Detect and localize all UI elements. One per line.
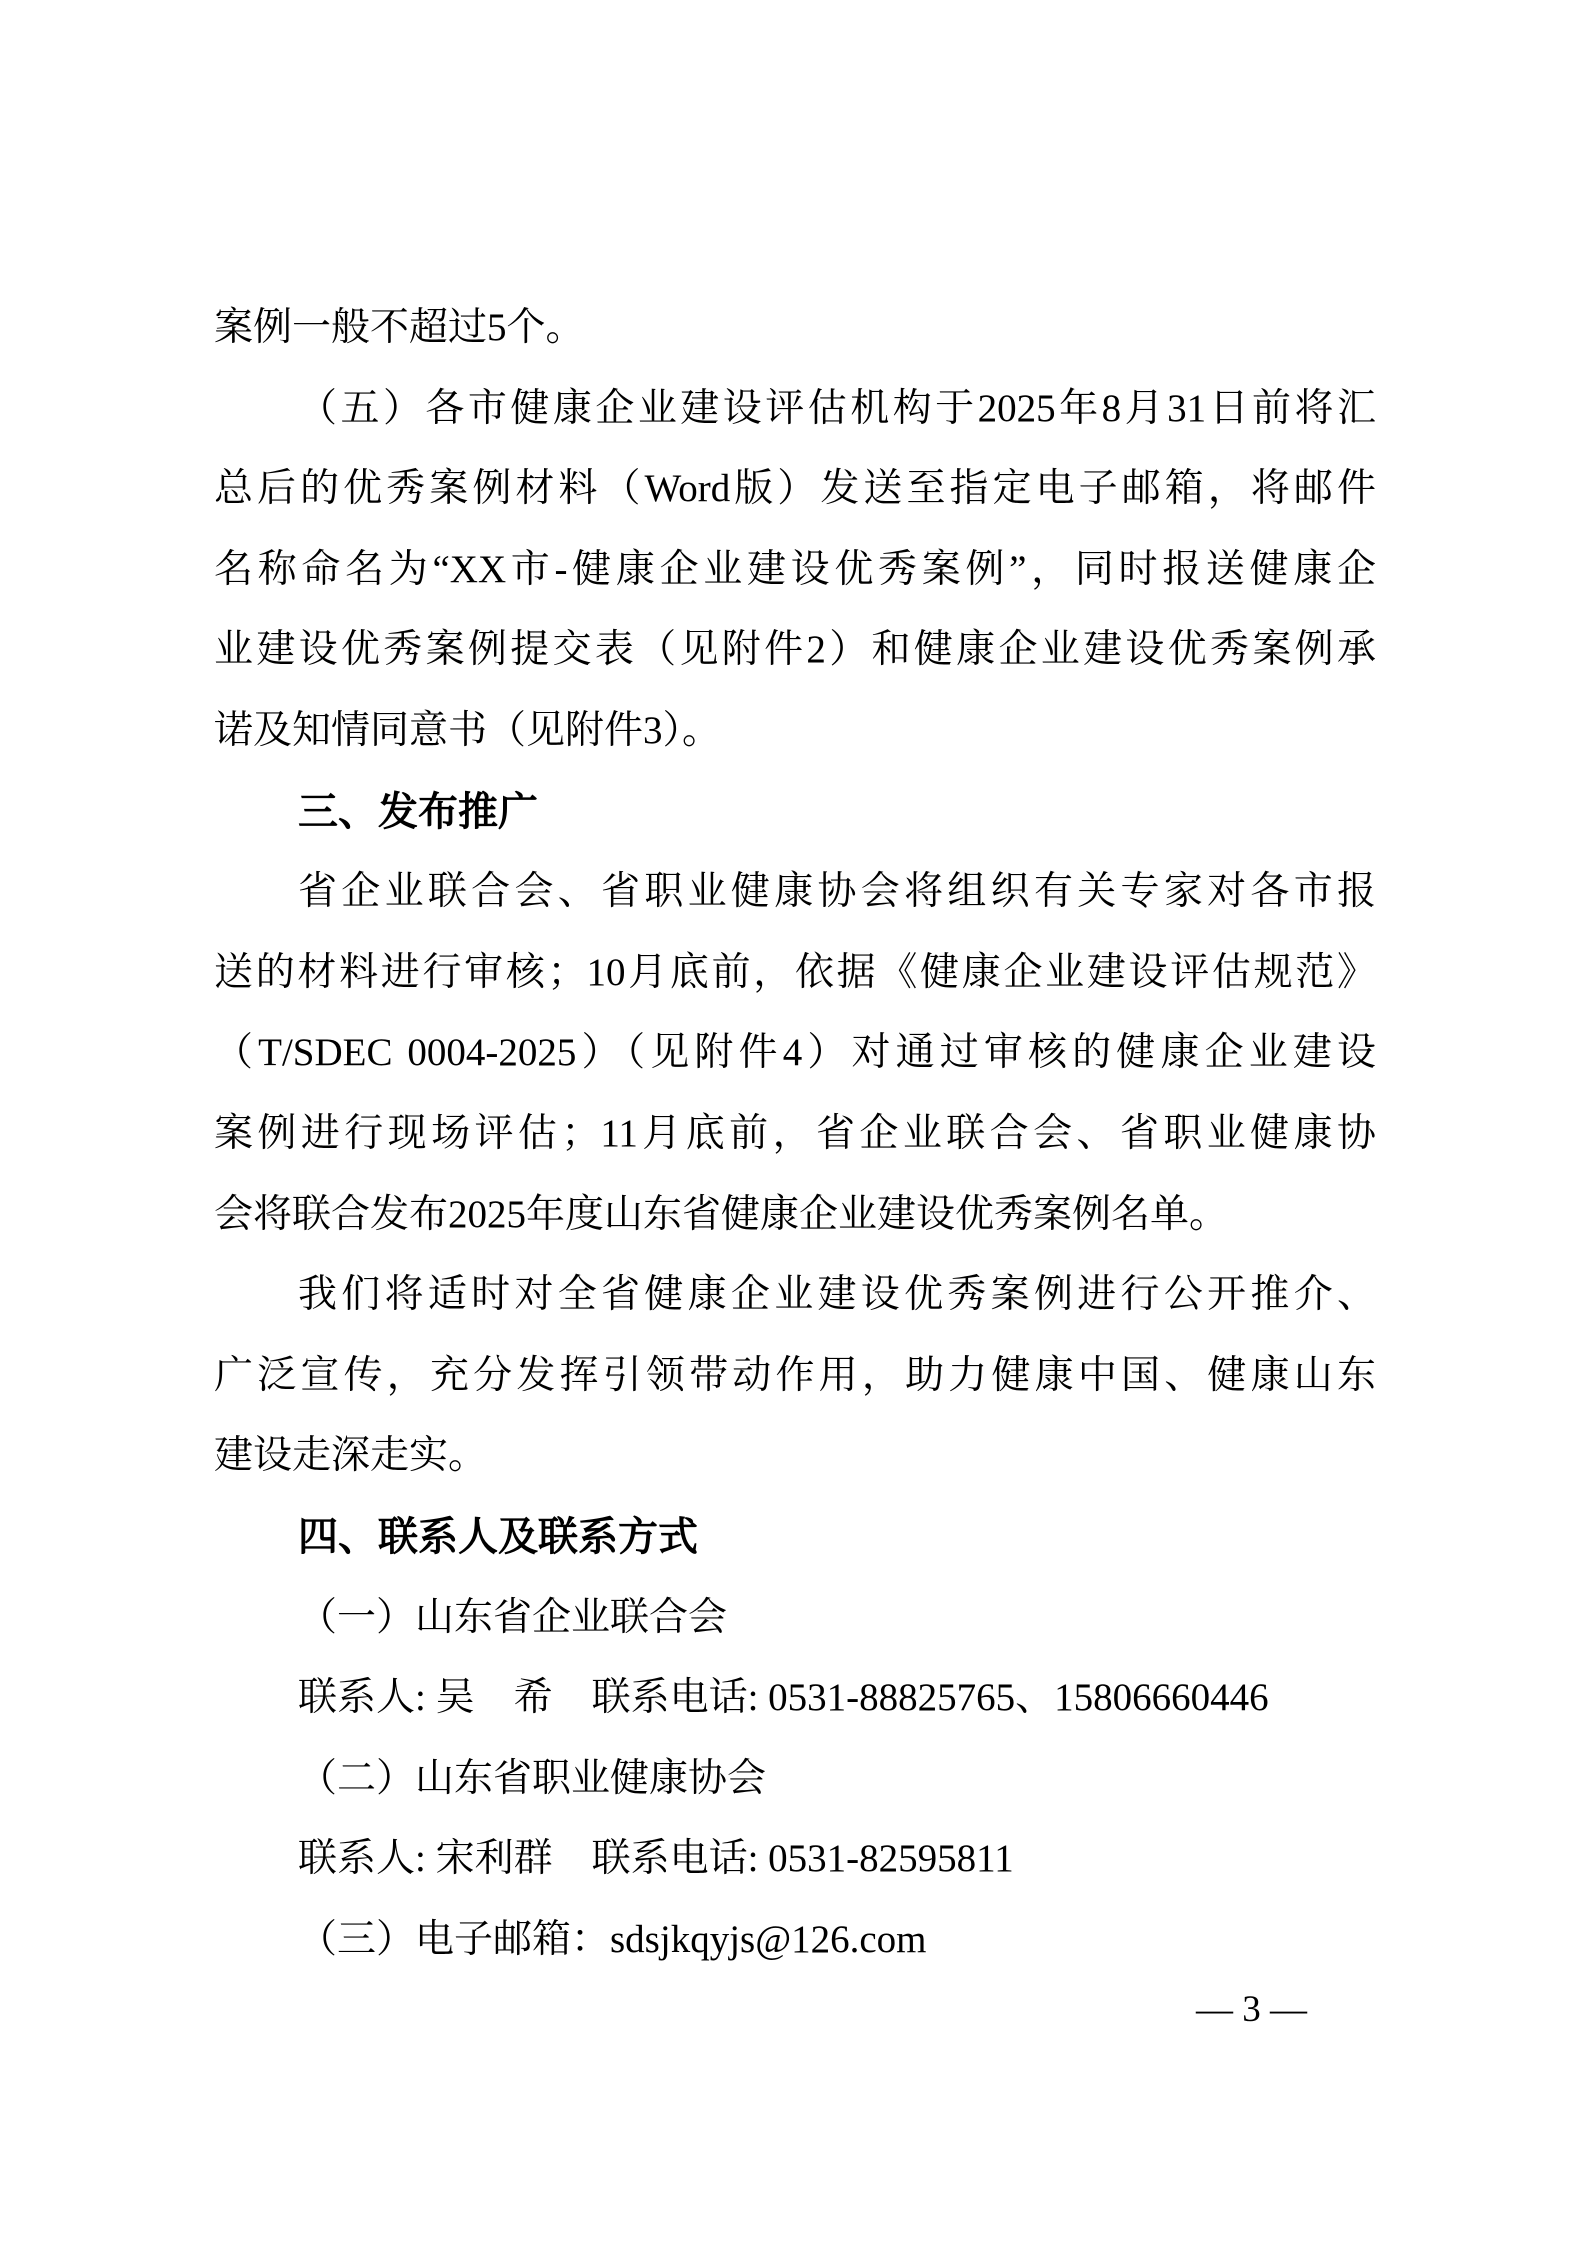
doc-line: 案例进行现场评估；11月底前，省企业联合会、省职业健康协	[214, 1111, 1376, 1155]
doc-line: 业建设优秀案例提交表（见附件2）和健康企业建设优秀案例承	[214, 628, 1376, 672]
contact-org-line: （一）山东省企业联合会	[298, 1595, 728, 1639]
contact-email-line: （三）电子邮箱：sdsjkqyjs@126.com	[298, 1917, 927, 1961]
doc-line: 总后的优秀案例材料（Word版）发送至指定电子邮箱，将邮件	[214, 467, 1376, 511]
doc-line: 广泛宣传，充分发挥引领带动作用，助力健康中国、健康山东	[214, 1353, 1376, 1397]
contact-org-line: （二）山东省职业健康协会	[298, 1756, 767, 1800]
page-number: — 3 —	[1196, 1989, 1307, 2030]
doc-line: （五）各市健康企业建设评估机构于2025年8月31日前将汇	[298, 386, 1376, 430]
contact-person-phone-line: 联系人: 吴 希 联系电话: 0531-88825765、15806660446	[298, 1676, 1269, 1720]
section-heading-publish-promote: 三、发布推广	[298, 789, 538, 834]
contact-person-phone-line: 联系人: 宋利群 联系电话: 0531-82595811	[298, 1837, 1014, 1881]
document-body	[214, 288, 1376, 1980]
doc-line: 诺及知情同意书（见附件3）。	[214, 708, 722, 752]
doc-line: 会将联合发布2025年度山东省健康企业建设优秀案例名单。	[214, 1192, 1229, 1236]
doc-line: 省企业联合会、省职业健康协会将组织有关专家对各市报	[298, 870, 1376, 914]
doc-line: 建设走深走实。	[214, 1434, 488, 1478]
doc-line: 案例一般不超过5个。	[214, 306, 585, 349]
section-heading-contacts: 四、联系人及联系方式	[298, 1514, 698, 1559]
doc-line: 送的材料进行审核；10月底前，依据《健康企业建设评估规范》	[214, 950, 1376, 994]
doc-line: （T/SDEC 0004-2025）（见附件4）对通过审核的健康企业建设	[214, 1031, 1376, 1075]
doc-line: 名称命名为“XX市-健康企业建设优秀案例”，同时报送健康企	[214, 547, 1376, 591]
doc-line: 我们将适时对全省健康企业建设优秀案例进行公开推介、	[298, 1273, 1376, 1317]
